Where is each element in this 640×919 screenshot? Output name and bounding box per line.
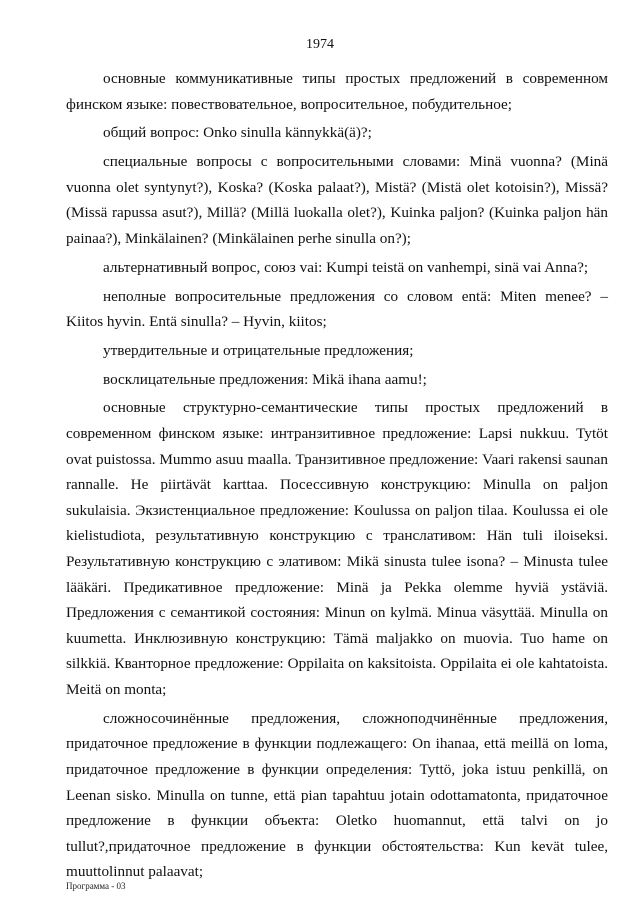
footer-label: Программа - 03 bbox=[66, 881, 126, 891]
paragraph-communicative-types: основные коммуникативные типы простых предложений в современном финском языке: повествовательное, вопросительное, побудительное; bbox=[66, 70, 608, 113]
paragraph-special-questions: специальные вопросы с вопросительными словами: Minä vuonna? (Minä vuonna olet syntynyt?), Koska? (Koska palaat?), Mistä? (Mistä olet kotoisin?), Missä? (Missä rapussa asut?), Millä? (Millä luokalla olet?), Kuinka paljon? (Kuinka paljon hän painaa?), Minkälainen? (Minkälainen perhe sinulla on?); bbox=[66, 153, 608, 247]
paragraph-affirmative-negative: утвердительные и отрицательные предложения; bbox=[103, 341, 414, 359]
page-number: 1974 bbox=[306, 37, 334, 52]
paragraph-exclamatory: восклицательные предложения: Mikä ihana aamu!; bbox=[103, 370, 427, 388]
paragraph-general-question: общий вопрос: Onko sinulla kännykkä(ä)?; bbox=[103, 124, 372, 142]
paragraph-structural-semantic-types: основные структурно-семантические типы простых предложений в современном финском языке: интранзитивное предложение: Lapsi nukkuu. Tytöt ovat puistossa. Mummo asuu maalla. Транзитивное предложение: Vaari rakensi saunan rannalle. He piirtävät karttaa. Посессивную конструкцию: Minulla on paljon sukulaisia. Экзистенциальное предложение: Koulussa on paljon tilaa. Koulussa ei ole kielistudiota, результативную конструкцию с транслативом: Hän tuli iloiseksi. Результативную конструкцию с элативом: Mikä sinusta tulee isona? – Minusta tulee lääkäri. Предикативное предложение: Minä ja Pekka olemme hyviä ystäviä. Предложения с семантикой состояния: Minun on kylmä. Minua väsyttää. Minulla on kuumetta. Инклюзивную конструкцию: Tämä maljakko on muovia. Tuo hame on silkkiä. Кванторное предложение: Oppilaita on kaksitoista. Oppilaita ei ole kahtatoista. Meitä on monta; bbox=[66, 399, 608, 698]
paragraph-alternative-question: альтернативный вопрос, союз vai: Kumpi teistä on vanhempi, sinä vai Anna?; bbox=[103, 258, 589, 276]
body-text bbox=[66, 66, 608, 888]
paragraph-complex-sentences: сложносочинённые предложения, сложноподчинённые предложения, придаточное предложение в функции подлежащего: On ihanaa, että meillä on loma, придаточное предложение в функции определения: Tyttö, joka istuu penkillä, on Leenan sisko. Minulla on tunne, että pian tapahtuu jotain odottamatonta, придаточное предложение в функции объекта: Oletko huomannut, että talvi on jo tullut?,придаточное предложение в функции обстоятельства: Kun kevät tulee, muuttolinnut palaavat; bbox=[66, 709, 608, 881]
paragraph-incomplete-questions: неполные вопросительные предложения со словом entä: Miten menee? – Kiitos hyvin. Entä sinulla? – Hyvin, kiitos; bbox=[66, 287, 608, 331]
